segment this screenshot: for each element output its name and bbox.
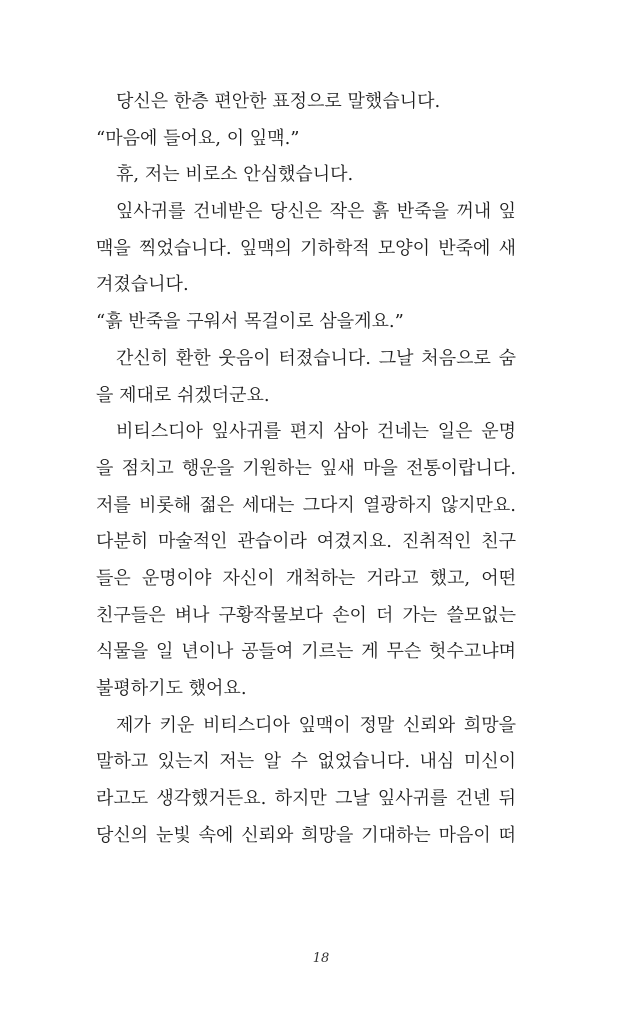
text-line: “마음에 들어요, 이 잎맥.” bbox=[96, 127, 300, 149]
text-line: 겨졌습니다. bbox=[96, 274, 189, 296]
text-line: 친구들은 벼나 구황작물보다 손이 더 가는 쓸모없는 bbox=[96, 604, 516, 626]
text-line: 제가 키운 비티스디아 잎맥이 정말 신뢰와 희망을 bbox=[116, 714, 516, 736]
text-line: 당신은 한층 편안한 표정으로 말했습니다. bbox=[116, 91, 441, 112]
text-line: 휴, 저는 비로소 안심했습니다. bbox=[116, 164, 354, 186]
text-line: 간신히 환한 웃음이 터졌습니다. 그날 처음으로 숨 bbox=[116, 347, 516, 369]
page-number: 18 bbox=[312, 951, 330, 966]
text-line: 저를 비롯해 젊은 세대는 그다지 열광하지 않지만요. bbox=[96, 494, 516, 516]
text-line: 잎사귀를 건네받은 당신은 작은 흙 반죽을 꺼내 잎 bbox=[116, 201, 516, 223]
text-line: 라고도 생각했거든요. 하지만 그날 잎사귀를 건넨 뒤 bbox=[96, 788, 516, 810]
text-line: 맥을 찍었습니다. 잎맥의 기하학적 모양이 반죽에 새 bbox=[96, 237, 516, 259]
text-line: 을 제대로 쉬겠더군요. bbox=[96, 384, 270, 406]
text-line: 식물을 일 년이나 공들여 기르는 게 무슨 헛수고냐며 bbox=[96, 641, 516, 663]
body-text bbox=[96, 84, 516, 854]
text-line: 들은 운명이야 자신이 개척하는 거라고 했고, 어떤 bbox=[96, 567, 516, 589]
text-line: 을 점치고 행운을 기원하는 잎새 마을 전통이랍니다. bbox=[96, 457, 516, 479]
text-line: 비티스디아 잎사귀를 편지 삼아 건네는 일은 운명 bbox=[116, 421, 516, 443]
text-line: 다분히 마술적인 관습이라 여겼지요. 진취적인 친구 bbox=[96, 531, 516, 553]
text-line: 당신의 눈빛 속에 신뢰와 희망을 기대하는 마음이 떠 bbox=[96, 824, 516, 846]
text-line: 말하고 있는지 저는 알 수 없었습니다. 내심 미신이 bbox=[96, 751, 516, 773]
text-line: 불평하기도 했어요. bbox=[96, 678, 247, 699]
text-line: “흙 반죽을 구워서 목걸이로 삼을게요.” bbox=[96, 311, 404, 333]
